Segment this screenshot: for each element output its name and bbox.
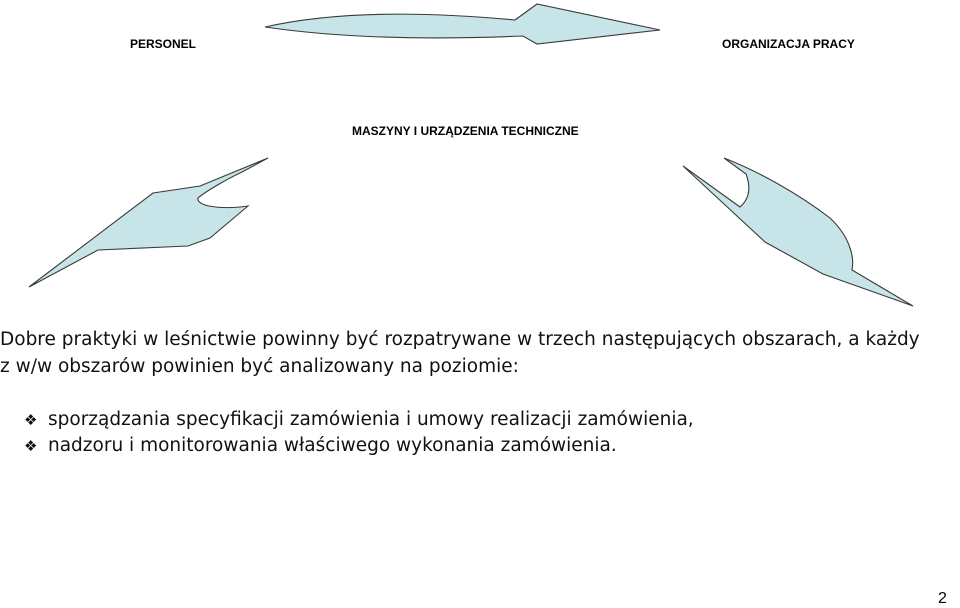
label-personel: PERSONEL (130, 37, 197, 51)
intro-paragraph-line-1: Dobre praktyki w leśnictwie powinny być rozpatrywane w trzech następujących obszarach, a każdy (0, 329, 920, 350)
intro-paragraph (0, 326, 958, 380)
label-maszyny-urzadzenia: MASZYNY I URZĄDZENIA TECHNICZNE (352, 124, 579, 138)
list-item-text: sporządzania specyfikacji zamówienia i umowy realizacji zamówienia, (48, 409, 694, 430)
diamond-bullet-icon: ❖ (24, 437, 38, 455)
diamond-bullet-icon: ❖ (24, 411, 38, 429)
arrow-personel-to-organizacja (265, 4, 660, 44)
arrow-right-curved (683, 158, 913, 306)
list-item-text: nadzoru i monitorowania właściwego wykonania zamówienia. (48, 435, 617, 456)
arrow-left-curved (29, 158, 268, 287)
label-organizacja-pracy: ORGANIZACJA PRACY (722, 37, 855, 51)
list-item (24, 433, 694, 459)
page-number: 2 (938, 590, 947, 607)
list-item (24, 407, 694, 433)
bullet-list (24, 407, 694, 459)
intro-paragraph-line-2: z w/w obszarów powinien być analizowany na poziomie: (0, 356, 519, 377)
